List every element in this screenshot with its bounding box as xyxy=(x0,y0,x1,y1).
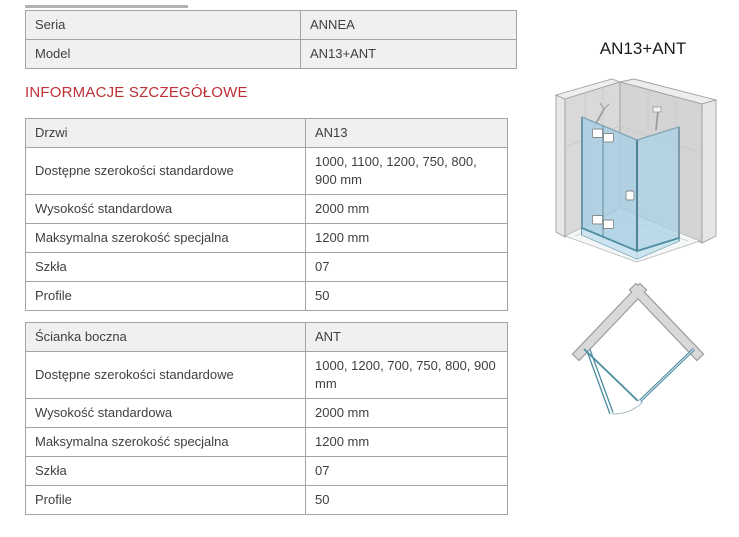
cell-value: 1000, 1200, 700, 750, 800, 900 mm xyxy=(306,352,508,399)
detail-table-door xyxy=(25,118,508,311)
table-row xyxy=(26,457,508,486)
cell-label: Wysokość standardowa xyxy=(26,195,306,224)
cell-label: Dostępne szerokości standardowe xyxy=(26,352,306,399)
cell-value: 1200 mm xyxy=(306,428,508,457)
table-row xyxy=(26,352,508,399)
table-row xyxy=(26,428,508,457)
cell-value: AN13 xyxy=(306,119,508,148)
cell-label: Maksymalna szerokość specjalna xyxy=(26,428,306,457)
cell-value: 50 xyxy=(306,282,508,311)
cell-label: Maksymalna szerokość specjalna xyxy=(26,224,306,253)
table-row xyxy=(26,253,508,282)
cell-value: ANT xyxy=(306,323,508,352)
cell-value: 50 xyxy=(306,486,508,515)
table-header-row xyxy=(26,323,508,352)
cell-value: AN13+ANT xyxy=(301,40,517,69)
section-heading: INFORMACJE SZCZEGÓŁOWE xyxy=(25,84,248,101)
cell-value: ANNEA xyxy=(301,11,517,40)
cell-label: Profile xyxy=(26,282,306,311)
cell-label: Drzwi xyxy=(26,119,306,148)
cell-label: Seria xyxy=(26,11,301,40)
table-row xyxy=(26,148,508,195)
cell-value: 2000 mm xyxy=(306,399,508,428)
plan-walls xyxy=(579,290,697,354)
table-row xyxy=(26,224,508,253)
plan-glass-lines xyxy=(584,349,694,414)
cell-value: 07 xyxy=(306,253,508,282)
plan-view-diagram xyxy=(568,280,713,428)
cell-label: Model xyxy=(26,40,301,69)
cell-label: Profile xyxy=(26,486,306,515)
table-row xyxy=(26,40,517,69)
table-row xyxy=(26,282,508,311)
isometric-shower-diagram xyxy=(543,72,739,267)
detail-table-side-panel xyxy=(25,322,508,515)
cropped-text-fragment xyxy=(25,5,188,8)
table-row xyxy=(26,486,508,515)
summary-table xyxy=(25,10,517,69)
cell-label: Szkła xyxy=(26,253,306,282)
cell-label: Wysokość standardowa xyxy=(26,399,306,428)
table-header-row xyxy=(26,119,508,148)
cell-label: Ścianka boczna xyxy=(26,323,306,352)
door-handle-icon xyxy=(626,191,634,200)
cell-value: 1200 mm xyxy=(306,224,508,253)
table-row xyxy=(26,195,508,224)
cell-label: Dostępne szerokości standardowe xyxy=(26,148,306,195)
cell-value: 1000, 1100, 1200, 750, 800, 900 mm xyxy=(306,148,508,195)
cell-label: Szkła xyxy=(26,457,306,486)
table-row xyxy=(26,11,517,40)
cell-value: 07 xyxy=(306,457,508,486)
table-row xyxy=(26,399,508,428)
diagram-title: AN13+ANT xyxy=(599,39,687,58)
cell-value: 2000 mm xyxy=(306,195,508,224)
